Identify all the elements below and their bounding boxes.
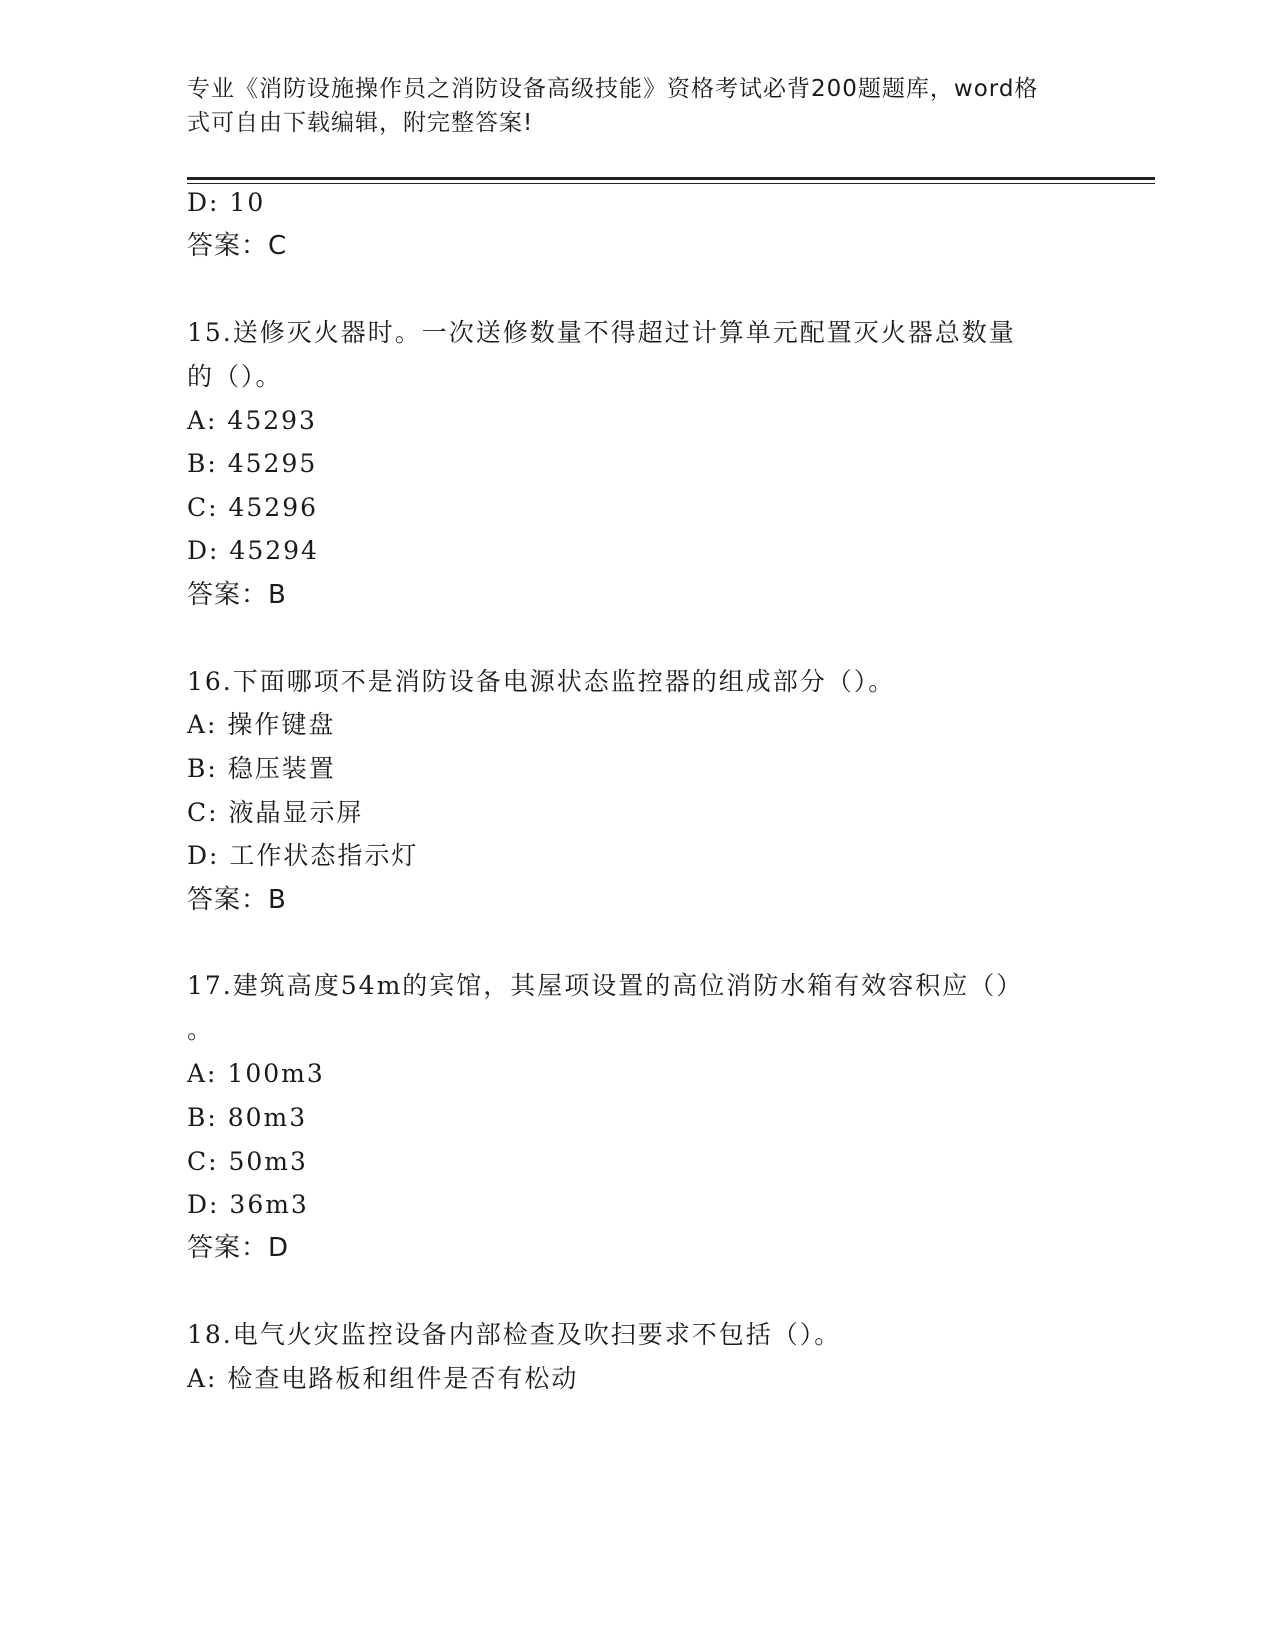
q16-option-c: C: 液晶显示屏 xyxy=(187,798,364,827)
q17-option-a: A: 100m3 xyxy=(187,1059,325,1088)
q15-option-a: A: 45293 xyxy=(187,406,317,435)
header-line-1: 专业《消防设施操作员之消防设备高级技能》资格考试必背200题题库，word格 xyxy=(187,76,1039,102)
q17-stem-line-1: 17.建筑高度54m的宾馆，其屋项设置的高位消防水箱有效容积应（） xyxy=(187,971,1024,1000)
q15-stem-line-2: 的（）。 xyxy=(187,362,283,391)
q17-option-c: C: 50m3 xyxy=(187,1147,308,1176)
q15-option-c: C: 45296 xyxy=(187,493,319,522)
q16-stem-line-1: 16.下面哪项不是消防设备电源状态监控器的组成部分（）。 xyxy=(187,667,896,696)
q15-answer: 答案：B xyxy=(187,580,287,610)
header-line-2: 式可自由下载编辑，附完整答案! xyxy=(187,110,534,136)
q15-stem-line-1: 15.送修灭火器时。一次送修数量不得超过计算单元配置灭火器总数量 xyxy=(187,318,1016,347)
q18-option-a: A: 检查电路板和组件是否有松动 xyxy=(187,1364,579,1393)
prev-option-d: D: 10 xyxy=(187,188,266,217)
q15-option-b: B: 45295 xyxy=(187,449,318,478)
q16-option-a: A: 操作键盘 xyxy=(187,710,336,739)
q16-answer: 答案：B xyxy=(187,885,287,915)
page-header xyxy=(187,72,1067,140)
q17-answer: 答案：D xyxy=(187,1233,290,1263)
q16-option-d: D: 工作状态指示灯 xyxy=(187,841,419,870)
header-rule-thin xyxy=(187,183,1155,184)
q17-option-d: D: 36m3 xyxy=(187,1190,309,1219)
q17-stem-line-2: 。 xyxy=(187,1015,215,1044)
q17-option-b: B: 80m3 xyxy=(187,1103,308,1132)
q16-option-b: B: 稳压装置 xyxy=(187,754,336,783)
prev-answer: 答案：C xyxy=(187,231,288,261)
q18-stem-line-1: 18.电气火灾监控设备内部检查及吹扫要求不包括（）。 xyxy=(187,1320,842,1349)
header-rule-thick xyxy=(187,177,1155,180)
q15-option-d: D: 45294 xyxy=(187,536,319,565)
